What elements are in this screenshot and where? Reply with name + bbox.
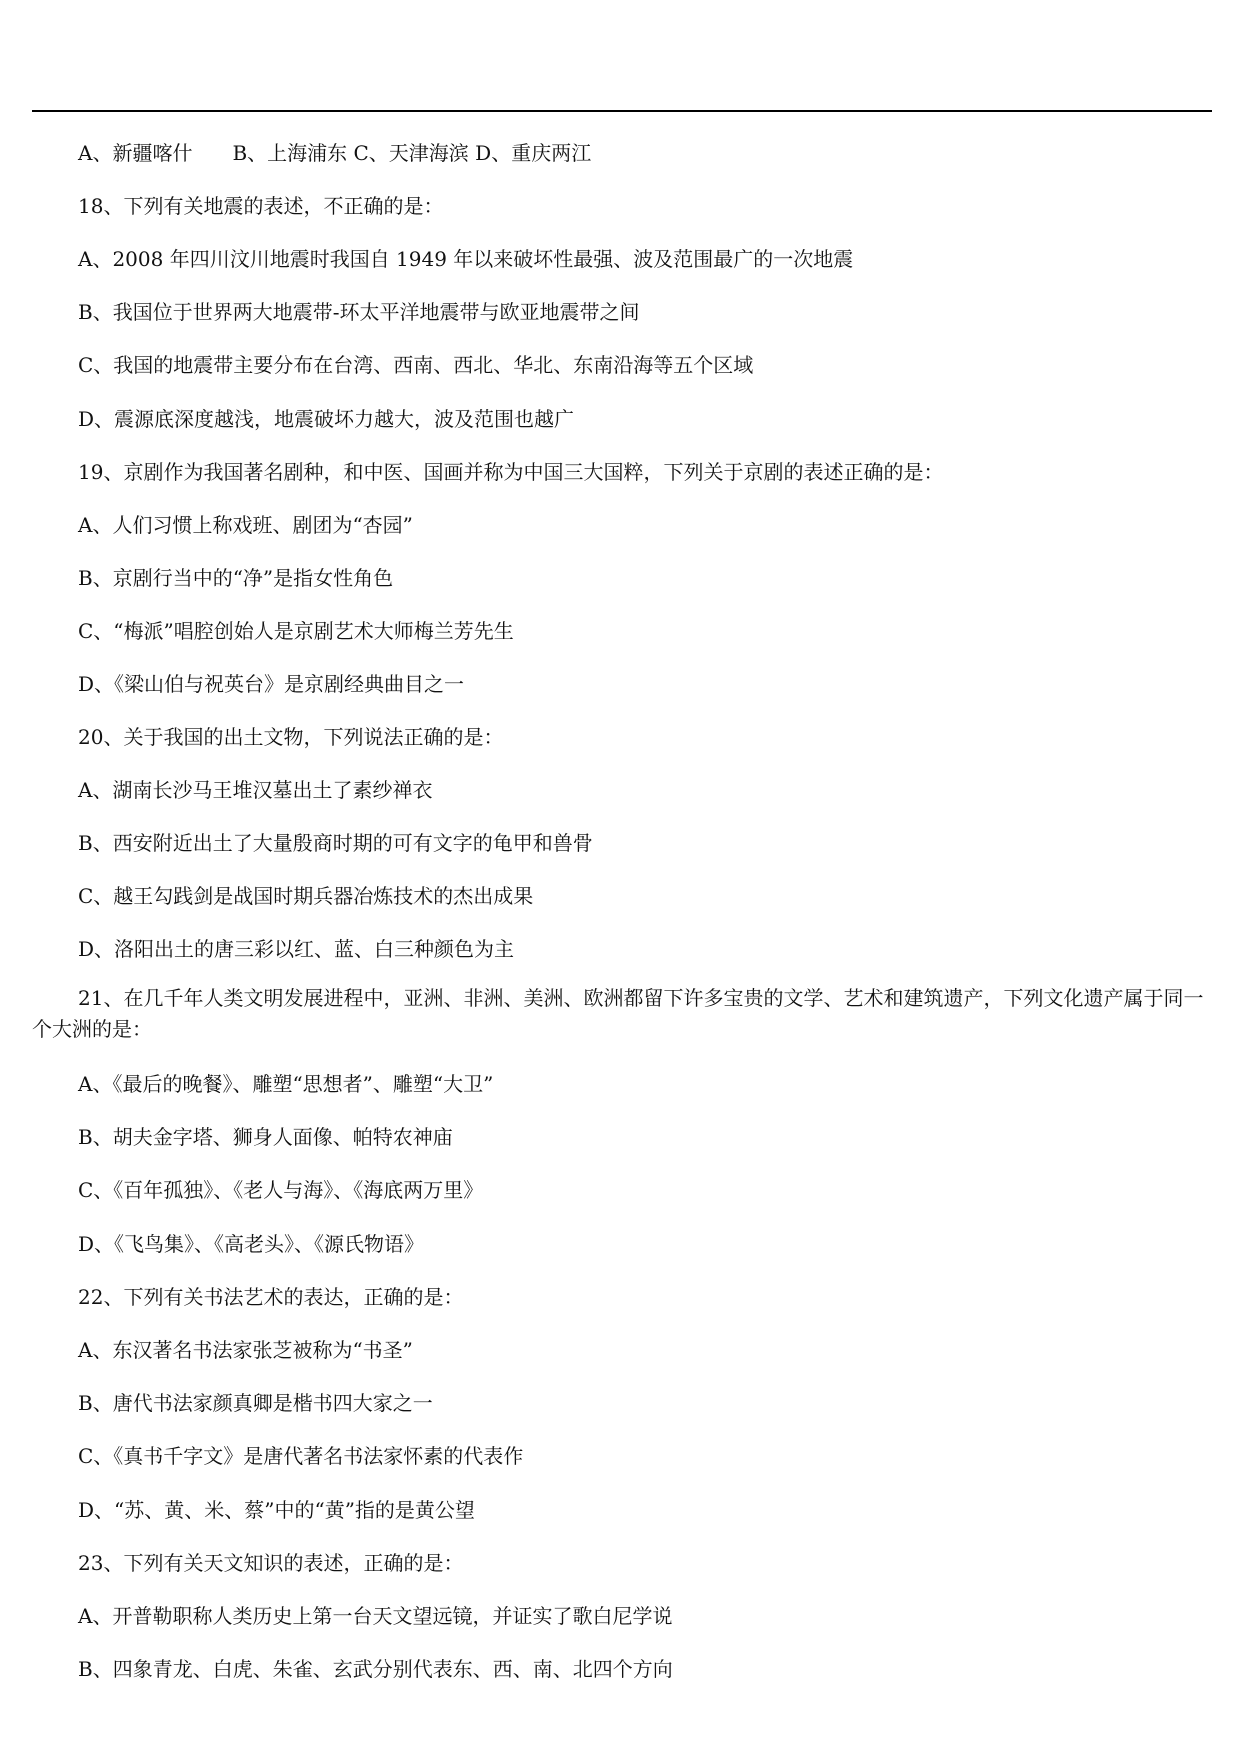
option-line: D、洛阳出土的唐三彩以红、蓝、白三种颜色为主 [78, 937, 515, 961]
option-line: A、东汉著名书法家张芝被称为“书圣” [78, 1338, 413, 1362]
option-line: C、《百年孤独》、《老人与海》、《海底两万里》 [78, 1178, 484, 1202]
question-21: 21、在几千年人类文明发展进程中，亚洲、非洲、美洲、欧洲都留下许多宝贵的文学、艺术和建筑遗产，下列文化遗产属于同一个大洲的是： [32, 986, 1204, 1041]
option-line: C、《真书千字文》是唐代著名书法家怀素的代表作 [78, 1444, 524, 1468]
option-line: A、《最后的晚餐》、雕塑“思想者”、雕塑“大卫” [78, 1072, 494, 1096]
option-line: A、湖南长沙马王堆汉墓出土了素纱禅衣 [78, 778, 433, 802]
option-line: D、“苏、黄、米、蔡”中的“黄”指的是黄公望 [78, 1498, 475, 1522]
option-line: A、人们习惯上称戏班、剧团为“杏园” [78, 513, 413, 537]
option-line: A、新疆喀什 B、上海浦东 C、天津海滨 D、重庆两江 [78, 141, 592, 165]
option-line: B、胡夫金字塔、狮身人面像、帕特农神庙 [78, 1125, 453, 1149]
option-line: B、唐代书法家颜真卿是楷书四大家之一 [78, 1391, 433, 1415]
option-line: B、西安附近出土了大量殷商时期的可有文字的龟甲和兽骨 [78, 831, 593, 855]
option-line: C、越王勾践剑是战国时期兵器冶炼技术的杰出成果 [78, 884, 534, 908]
option-line: C、“梅派”唱腔创始人是京剧艺术大师梅兰芳先生 [78, 619, 514, 643]
question-19: 19、京剧作为我国著名剧种，和中医、国画并称为中国三大国粹，下列关于京剧的表述正确的是： [78, 460, 944, 484]
option-line: D、震源底深度越浅，地震破坏力越大，波及范围也越广 [78, 407, 575, 431]
option-line: B、京剧行当中的“净”是指女性角色 [78, 566, 394, 590]
question-18: 18、下列有关地震的表述，不正确的是： [78, 194, 444, 218]
option-line: D、《梁山伯与祝英台》是京剧经典曲目之一 [78, 672, 465, 696]
option-line: C、我国的地震带主要分布在台湾、西南、西北、华北、东南沿海等五个区域 [78, 353, 754, 377]
question-20: 20、关于我国的出土文物，下列说法正确的是： [78, 725, 504, 749]
option-line: B、四象青龙、白虎、朱雀、玄武分别代表东、西、南、北四个方向 [78, 1657, 673, 1681]
option-line: A、开普勒职称人类历史上第一台天文望远镜，并证实了歌白尼学说 [78, 1604, 673, 1628]
header-rule [32, 110, 1212, 112]
option-line: B、我国位于世界两大地震带-环太平洋地震带与欧亚地震带之间 [78, 300, 640, 324]
question-23: 23、下列有关天文知识的表述，正确的是： [78, 1551, 464, 1575]
question-22: 22、下列有关书法艺术的表达，正确的是： [78, 1285, 464, 1309]
option-line: D、《飞鸟集》、《高老头》、《源氏物语》 [78, 1232, 425, 1256]
option-line: A、2008 年四川汶川地震时我国自 1949 年以来破坏性最强、波及范围最广的一次地震 [78, 247, 854, 271]
